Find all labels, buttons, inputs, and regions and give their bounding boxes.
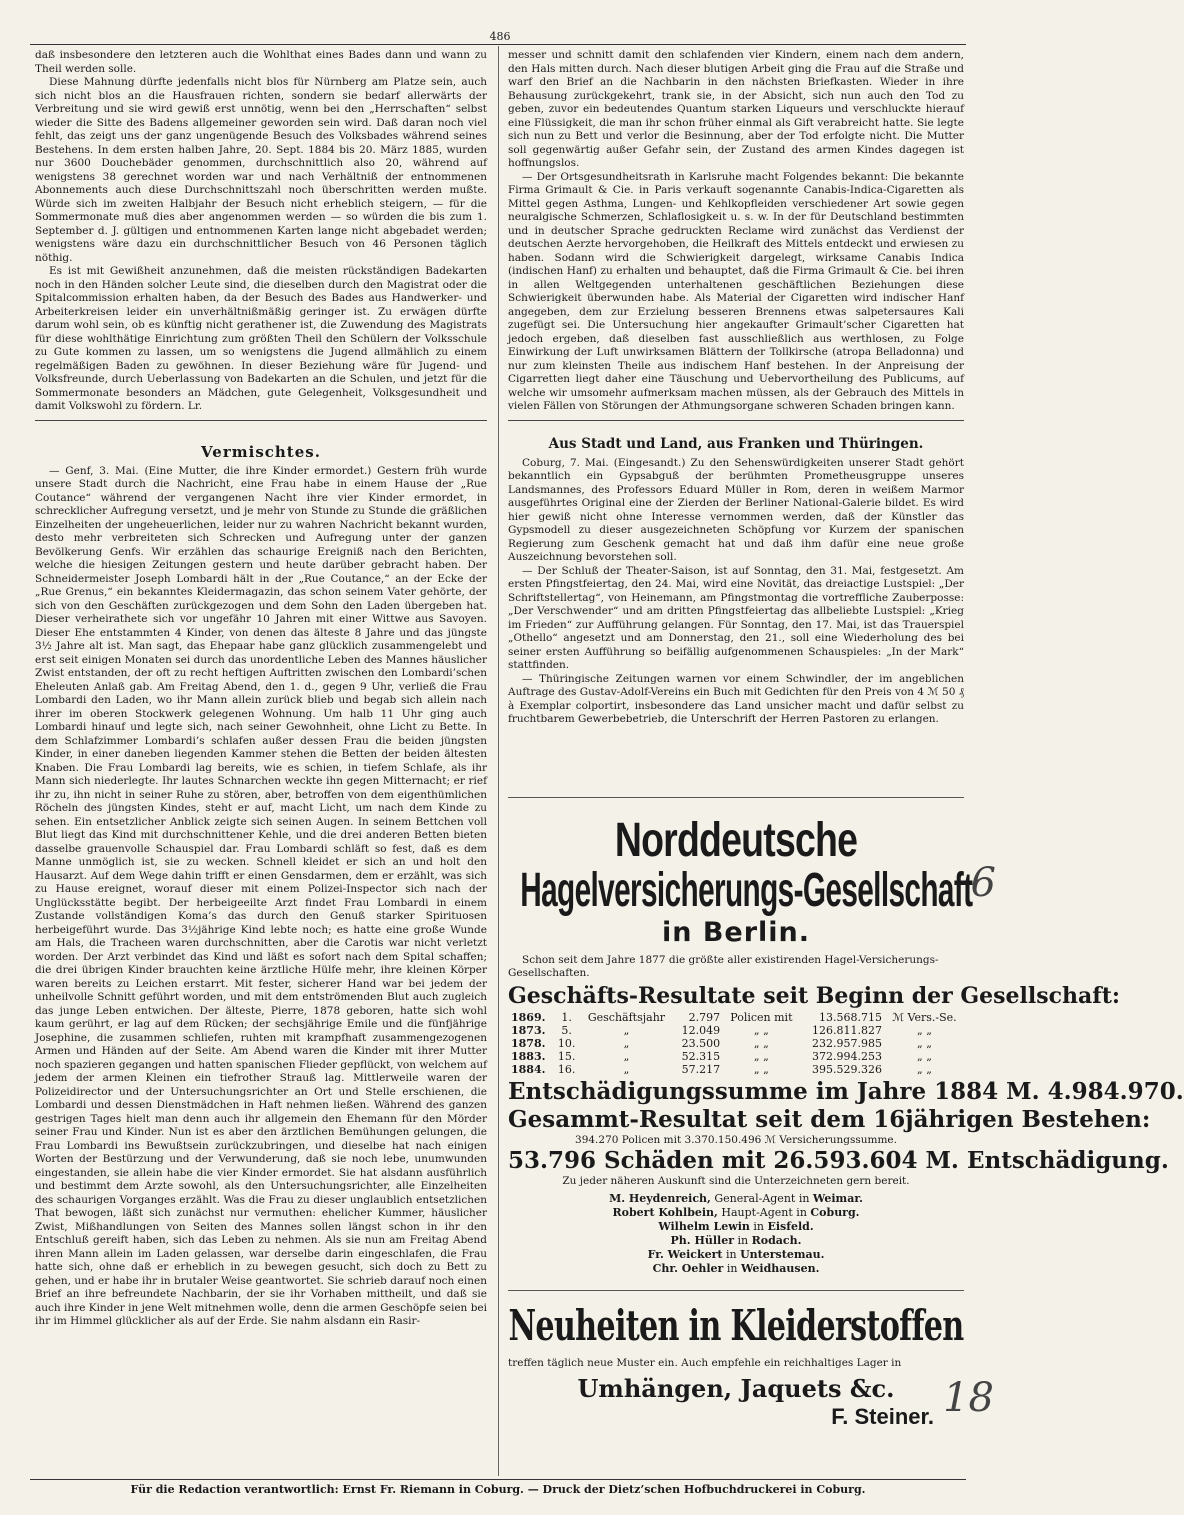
agent-name: M. Heydenreich, xyxy=(609,1191,711,1205)
table-cell: 16. xyxy=(557,1062,576,1076)
table-row xyxy=(508,1063,964,1076)
table-cell: 15. xyxy=(557,1049,576,1063)
table-cell: „ „ xyxy=(753,1023,769,1037)
results-table xyxy=(508,1011,964,1076)
table-cell: „ xyxy=(623,1049,630,1063)
table-cell: 1883. xyxy=(511,1049,546,1063)
damages-line: 53.796 Schäden mit 26.593.604 M. Entschädigung. xyxy=(508,1146,1169,1174)
table-cell: 126.811.827 xyxy=(811,1023,882,1037)
info-line: Zu jeder näheren Auskunft sind die Unterzeichneten gern bereit. xyxy=(562,1174,910,1187)
agent-entry xyxy=(508,1206,964,1220)
agent-role: in xyxy=(753,1219,764,1233)
table-cell: 10. xyxy=(557,1036,576,1050)
agent-place: Weimar. xyxy=(812,1191,863,1205)
table-cell: „ „ xyxy=(917,1023,932,1037)
table-row xyxy=(508,1050,964,1063)
ad2-title: Neuheiten in Kleiderstoffen xyxy=(508,1300,964,1350)
agent-role: in xyxy=(725,1247,737,1261)
table-cell: „ „ xyxy=(753,1062,769,1076)
agent-place: Coburg. xyxy=(810,1205,860,1219)
table-cell: 13.568.715 xyxy=(818,1010,882,1024)
agent-role: in xyxy=(726,1261,738,1275)
table-cell: „ „ xyxy=(917,1049,932,1063)
ad2-firm: F. Steiner. xyxy=(831,1404,934,1429)
section-heading-local: Aus Stadt und Land, aus Franken und Thüringen. xyxy=(548,435,924,452)
column-divider xyxy=(498,46,499,1476)
article-paragraph: — Thüringische Zeitungen warnen vor einem Schwindler, der im angeblichen Auftrage des Gustav-Adolf-Vereins ein Buch mit Gedichten für den Preis von 4 ℳ 50 ₰ à Exemplar colportirt, insbesondere das Land unsicher macht und dafür selbst zu fruchtbarem Gewerbebetrieb, die Unterschrift der Herren Pastoren zu erlangen. xyxy=(508,672,964,725)
agent-entry xyxy=(508,1262,964,1276)
table-cell: „ „ xyxy=(753,1036,769,1050)
insurance-advertisement xyxy=(508,797,1184,1276)
agent-place: Eisfeld. xyxy=(767,1219,814,1233)
table-cell: 12.049 xyxy=(681,1023,721,1037)
agent-name: Fr. Weickert xyxy=(647,1247,723,1261)
total-result-line: Gesammt-Resultat seit dem 16jährigen Bestehen: xyxy=(508,1105,1151,1133)
table-row xyxy=(508,1037,964,1050)
table-cell: 1878. xyxy=(511,1036,546,1050)
ad-title-line1: Norddeutsche xyxy=(614,813,858,867)
ad-city: in Berlin. xyxy=(661,916,811,948)
article-paragraph: — Genf, 3. Mai. (Eine Mutter, die ihre Kinder ermordet.) Gestern früh wurde unsere Stadt durch die Nachricht, eine Frau habe in einem Hause der „Rue Coutance“ während der vergangenen Nacht ihre vier Kinder ermordet, in schrecklicher Aufregung versetzt, und je mehr von Stunde zu Stunde die gräßlichen Einzelheiten der ungeheuerlichen, leider nur zu wahren Nachricht bekannt wurden, desto mehr verbreiteten sich Schrecken und Aufregung unter der ganzen Bevölkerung Genfs. Wir erzählen das schaurige Ereigniß nach den Berichten, welche die hiesigen Zeitungen gestern und heute darüber gebracht haben. Der Schneidermeister Joseph Lombardi hält in der „Rue Coutance,“ an der Ecke der „Rue Grenus,“ ein bekanntes Kleidermagazin, das schon seinem Vater gehörte, der sich von den Geschäften zurückgezogen und dem Sohn den Laden übergeben hat. Dieser verheirathete sich vor ungefähr 10 Jahren mit einer Wittwe aus Savoyen. Dieser Ehe entstammten 4 Kinder, von denen das älteste 8 Jahre und das jüngste 3½ Jahre alt ist. Man sagt, das Ehepaar habe ganz glücklich zusammengelebt und erst seit einigen Monaten sei durch das unordentliche Leben des Mannes häuslicher Zwist entstanden, der oft zu recht heftigen Auftritten zwischen den Lombardi’schen Eheleuten Anlaß gab. Am Freitag Abend, den 1. d., gegen 9 Uhr, verließ die Frau Lombardi den Laden, wo ihr Mann allein zurück blieb und begab sich allein nach ihrer im oberen Stockwerk gelegenen Wohnung. Um halb 11 Uhr ging auch Lombardi hinauf und legte sich, nach seiner Gewohnheit, ohne Licht zu Bette. In dem Schlafzimmer Lombardi’s schlafen außer dessen Frau die beiden jüngsten Kinder, in einer daneben liegenden Kammer stehen die Betten der beiden ältesten Knaben. Die Frau Lombardi lag bereits, wie es schien, in tiefem Schlafe, als ihr Mann sich niederlegte. Ihr lautes Schnarchen weckte ihn gegen Mitternacht; er rief ihr zu, ihn nicht in seiner Ruhe zu stören, aber, betroffen von dem eigenthümlichen Röcheln des jüngsten Kindes, steht er auf, macht Licht, um nach dem Kinde zu sehen. Ein entsetzlicher Anblick zeigte sich seinen Augen. In seinem Bettchen voll Blut liegt das Kind mit durchschnittener Kehle, und die drei anderen Betten bieten dasselbe grauenvolle Schauspiel dar. Frau Lombardi schläft so fest, daß es dem Manne unmöglich ist, sie zu wecken. Schnell kleidet er sich an und holt den Hausarzt. Auf dem Wege dahin trifft er einen Gensdarmen, dem er erzählt, was sich zu Hause ereignet, worauf dieser mit einem Polizei-Inspector sich nach der Unglücksstätte begibt. Der herbeigeeilte Arzt findet Frau Lombardi in einem Zustande vollständigen Koma’s das durch den Genuß starker Spirituosen herbeigeführt wurde. Das 3½jährige Kind lebte noch; es hatte eine große Wunde am Hals, die Tracheen waren durchschnitten, aber die Carotis war nicht verletzt worden. Der Arzt verbindet das Kind und läßt es sofort nach dem Spital schaffen; die drei übrigen Kinder brauchten keine ärztliche Hülfe mehr, ihre kleinen Körper waren bereits zu Leichen erstarrt. Mit fester, sicherer Hand war bei jedem der unheilvolle Schnitt geführt worden, und mit dem entströmenden Blut auch zugleich das junge Leben entwichen. Der älteste, Pierre, 1878 geboren, hatte sich wohl kaum gerührt, er lag auf dem Rücken; der sechsjährige Emile und die fünfjährige Josephine, die zusammen schliefen, ruhten mit krampfhaft zusammengezogenen Armen und Händen auf der Seite. Am Abend waren die Kinder mit ihrer Mutter noch spazieren gegangen und hatten spanischen Flieder gepflückt, von welchem auf jedem der armen Kleinen ein tiefrother Strauß lag. Mittlerweile waren der Polizeidirector und der Untersuchungsrichter an Ort und Stelle erschienen, die Lombardi und dessen Dienstmädchen in Haft nehmen ließen. Während des ganzen gestrigen Tages hielt man denn auch ihr allgemein den Ehemann für den Mörder seiner Frau und Kinder. Nun ist es aber den ärztlichen Bemühungen gelungen, die Frau Lombardi ins Bewußtsein zurückzubringen, und dieselbe hat nach einigen Worten der Bestürzung und der Verwunderung, daß sie noch lebe, unumwunden eingestanden, sie allein habe die vier Kinder ermordet. Sie hat alsdann ausführlich und bestimmt dem Arzte sowohl, als den Untersuchungsrichter, alle Einzelheiten des schaurigen Vorganges erzählt. Was die Frau zu dieser unglaublich entsetzlichen That bewogen, läßt sich zunächst nur vermuthen: ehelicher Kummer, häuslicher Zwist, Mißhandlungen von Seiten des Mannes sollen längst schon in ihr den Entschluß gereift haben, sich das Leben zu nehmen. Als sie nun am Freitag Abend ihren Mann allein im Laden gelassen, war derselbe darin eingeschlafen, die Frau hatte sich, ohne daß er erheblich in zu bewegen gesucht, sich doch zu Bett zu gehen, und er habe ihr in brutaler Weise geantwortet. Sie schrieb darauf noch einen Brief an ihre befreundete Nachbarin, der sie ihr Vorhaben mittheilt, und daß sie auch ihre Kinder in jene Welt mitnehmen wolle, denn die armen Geschöpfe seien bei ihr im Himmel glücklicher als auf der Erde. Sie nahm alsdann ein Rasir- xyxy=(35,464,487,1327)
ad2-items: Umhängen, Jaquets &c. xyxy=(577,1374,895,1403)
agent-role: General-Agent in xyxy=(714,1191,810,1205)
table-cell: 2.797 xyxy=(688,1010,721,1024)
article-paragraph: — Der Schluß der Theater-Saison, ist auf Sonntag, den 31. Mai, festgesetzt. Am ersten Pfingstfeiertag, den 24. Mai, wird eine Novität, das dreiactige Lustspiel: „Der Schriftstellertag“, von Heinemann, am Pfingstmontag die vortreffliche Zauberposse: „Der Verschwender“ und am dritten Pfingstfeiertag das allbeliebte Lustspiel: „Krieg im Frieden“ zur Aufführung gelangen. Für Sonntag, den 17. Mai, ist das Trauerspiel „Othello“ angesetzt und am Donnerstag, den 21., soll eine Wiederholung des bei seiner ersten Aufführung so beifällig aufgenommenen Schauspieles: „In der Mark“ stattfinden. xyxy=(508,564,964,671)
agent-name: Chr. Oehler xyxy=(652,1261,724,1275)
table-cell: „ xyxy=(623,1062,630,1076)
table-cell: 57.217 xyxy=(681,1062,721,1076)
table-cell: 395.529.326 xyxy=(811,1062,882,1076)
agent-place: Unterstemau. xyxy=(740,1247,825,1261)
table-cell: 23.500 xyxy=(681,1036,721,1050)
agents-list xyxy=(508,1192,964,1276)
table-cell: Policen mit xyxy=(730,1010,793,1024)
table-cell: 52.315 xyxy=(681,1049,721,1063)
table-cell: „ xyxy=(623,1036,630,1050)
top-rule xyxy=(30,44,966,45)
table-row xyxy=(508,1024,964,1037)
table-cell: 5. xyxy=(561,1023,572,1037)
table-cell: „ „ xyxy=(917,1036,932,1050)
table-cell: 232.957.985 xyxy=(811,1036,882,1050)
agent-place: Rodach. xyxy=(751,1233,802,1247)
article-paragraph: messer und schnitt damit den schlafenden vier Kindern, einem nach dem andern, den Hals mitten durch. Nach dieser blutigen Arbeit ging die Frau auf die Straße und warf den Brief an die Nachbarin in den nächsten Briefkasten. Wieder in ihre Behausung zurückgekehrt, trank sie, in der Absicht, sich nun auch den Tod zu geben, zuvor ein bedeutendes Quantum starken Liqueurs und verschluckte hierauf eine Flüssigkeit, die man ihr schon früher einmal als Gift verabreicht hatte. Sie legte sich nun zu Bett und verlor die Besinnung, aber der Tod erfolgte nicht. Die Mutter soll gegenwärtig außer Gefahr sein, der Zustand des armen Kindes dagegen ist hoffnungslos. xyxy=(508,49,964,169)
right-column xyxy=(508,49,1184,1469)
table-cell: „ „ xyxy=(753,1049,769,1063)
table-cell: „ xyxy=(623,1023,630,1037)
table-cell: 372.994.253 xyxy=(811,1049,882,1063)
agent-entry xyxy=(508,1192,964,1206)
handwritten-margin-mark: 6 xyxy=(970,860,996,906)
table-cell: 1884. xyxy=(511,1062,546,1076)
table-cell: Geschäftsjahr xyxy=(587,1010,666,1024)
handwritten-margin-mark: 18 xyxy=(943,1375,994,1421)
table-cell: 1873. xyxy=(511,1023,546,1037)
article-paragraph: Coburg, 7. Mai. (Eingesandt.) Zu den Sehenswürdigkeiten unserer Stadt gehört bekanntlich ein Gypsabguß der berühmten Prometheusgruppe unseres Landsmannes, des Professors Eduard Müller in Rom, deren in weißem Marmor ausgeführtes Original eine der Zierden der Berliner National-Galerie bildet. Es wird hier gewiß nicht ohne Interesse vernommen werden, daß der Künstler das Gypsmodell zu dieser ausgezeichneten Schöpfung vor Kurzem der spanischen Regierung zum Geschenk gemacht hat und daß ihm dafür eine neue große Auszeichnung bevorstehen soll. xyxy=(508,456,964,563)
article-paragraph: Es ist mit Gewißheit anzunehmen, daß die meisten rückständigen Badekarten noch in den Händen solcher Leute sind, die dieselben durch den Magistrat oder die Spitalcommission erhalten haben, da der Besuch des Bades aus Handwerker- und Arbeiterkreisen leider ein unverhältnißmäßig geringer ist. Zu erwägen dürfte darum wohl sein, ob es künftig nicht gerathener ist, die Zuwendung des Magistrats für diese wohlthätige Einrichtung zum größten Theil den Schülern der Volksschule zu Gute kommen zu lassen, um so wenigstens die Jugend allmählich zu einem regelmäßigen Baden zu gewöhnen. In dieser Beziehung wäre für Jugend- und Volksfreunde, durch Ueberlassung von Badekarten an die Schulen, und jetzt für die Sommermonate besonders an Mädchen, gute Gelegenheit, Volksgesundheit und damit Volkswohl zu fördern. Lr. xyxy=(35,265,487,412)
agent-place: Weidhausen. xyxy=(740,1261,820,1275)
table-cell: 1869. xyxy=(511,1010,546,1024)
agent-name: Robert Kohlbein, xyxy=(612,1205,718,1219)
section-heading-vermischtes: Vermischtes. xyxy=(201,442,321,461)
article-paragraph: Diese Mahnung dürfte jedenfalls nicht blos für Nürnberg am Platze sein, auch sich nicht blos an die Hausfrauen richten, sondern sie bedarf allerwärts der Verbreitung und sie wird gewiß erst unnötig, wenn bei den „Herrschaften“ selbst wieder die Sitte des Badens allgemeiner geworden sein wird. Daß daran noch viel fehlt, das zeigt uns der ganz ungenügende Besuch des Volksbades während seines Bestehens. In dem ersten halben Jahre, 20. Sept. 1884 bis 20. März 1885, wurden nur 3600 Douchebäder genommen, durchschnittlich also 20, während auf wenigstens 38 gerechnet worden war und nach Verhältniß der entnommenen Abonnements auch diese Durchschnittszahl noch überschritten werden mußte. Würde sich im zweiten Halbjahr der Besuch nicht erheblich steigern, — für die Sommermonate muß dies aber angenommen werden — so würden die bis zum 1. September d. J. gültigen und entnommenen Karten lange nicht abgebadet werden; wenigstens wäre dazu ein durchschnittlicher Besuch von 46 Personen täglich nöthig. xyxy=(35,76,487,264)
article-paragraph: daß insbesondere den letzteren auch die Wohlthat eines Bades dann und wann zu Theil werden solle. xyxy=(35,49,487,75)
ad-results-title: Geschäfts-Resultate seit Beginn der Gesellschaft: xyxy=(508,982,1121,1009)
left-column xyxy=(35,49,487,1469)
bottom-rule xyxy=(30,1479,966,1480)
agent-entry xyxy=(508,1220,964,1234)
table-cell: „ „ xyxy=(917,1062,932,1076)
agent-role: in xyxy=(737,1233,749,1247)
total-result-sub: 394.270 Policen mit 3.370.150.496 ℳ Versicherungssumme. xyxy=(575,1133,897,1146)
ad2-text: treffen täglich neue Muster ein. Auch empfehle ein reichhaltiges Lager in xyxy=(508,1356,902,1369)
agent-name: Ph. Hüller xyxy=(670,1233,735,1247)
fabric-advertisement xyxy=(508,1290,964,1431)
table-row xyxy=(508,1011,964,1024)
agent-role: Haupt-Agent in xyxy=(721,1205,807,1219)
table-cell: ℳ Vers.-Se. xyxy=(892,1010,957,1024)
table-cell: 1. xyxy=(561,1010,572,1024)
ad-title-line2: Hagelversicherungs-Gesellschaft xyxy=(520,863,973,917)
agent-name: Wilhelm Lewin xyxy=(658,1219,750,1233)
page-number: 486 xyxy=(489,30,511,43)
agent-entry xyxy=(508,1248,964,1262)
compensation-line: Entschädigungssumme im Jahre 1884 M. 4.984.970. xyxy=(508,1077,1184,1105)
agent-entry xyxy=(508,1234,964,1248)
article-paragraph: — Der Ortsgesundheitsrath in Karlsruhe macht Folgendes bekannt: Die bekannte Firma Grimault & Cie. in Paris verkauft sogenannte Canabis-Indica-Cigaretten als Mittel gegen Asthma, Lungen- und Kehlkopfleiden verschiedener Art sowie gegen neuralgische Schmerzen, Schlaflosigkeit u. s. w. In der für Deutschland bestimmten und in deutscher Sprache gedruckten Reclame wird zunächst das Verdienst der deutschen Aerzte hervorgehoben, die Heilkraft des Mittels entdeckt und erwiesen zu haben. Sodann wird die Schwierigkeit dargelegt, wirksame Canabis Indica (indischen Hanf) zu erhalten und behauptet, daß die Firma Grimault & Cie. bei ihren in allen Weltgegenden unterhaltenen geschäftlichen Beziehungen diese Schwierigkeit überwunden habe. Als Material der Cigaretten wird indischer Hanf angegeben, dem zur Erzielung besseren Brennens etwas salpetersaures Kali zugefügt sei. Die Untersuchung hier angekaufter Grimault’scher Cigaretten hat jedoch ergeben, daß dieselben fast ausschließlich aus werthlosen, zu Folge Einwirkung der Luft unwirksamen Blättern der Tollkirsche (atropa Belladonna) und nur zum kleinsten Theile aus indischem Hanf bestehen. In der Anpreisung der Cigarretten liegt daher eine Täuschung und Uebervortheilung des Publicums, auf welche wir umsomehr aufmerksam machen müssen, als der Gebrauch des Mittels in vielen Fällen von Störungen der Athmungsorgane schweren Schaden bringen kann. xyxy=(508,170,964,412)
section-rule xyxy=(35,420,487,421)
ad-intro: Schon seit dem Jahre 1877 die größte aller existirenden Hagel-Versicherungs-Gesellschaften. xyxy=(508,953,939,979)
imprint-footer: Für die Redaction verantwortlich: Ernst Fr. Riemann in Coburg. — Druck der Dietz’schen Hofbuchdruckerei in Coburg. xyxy=(130,1483,866,1496)
section-rule xyxy=(508,420,964,421)
